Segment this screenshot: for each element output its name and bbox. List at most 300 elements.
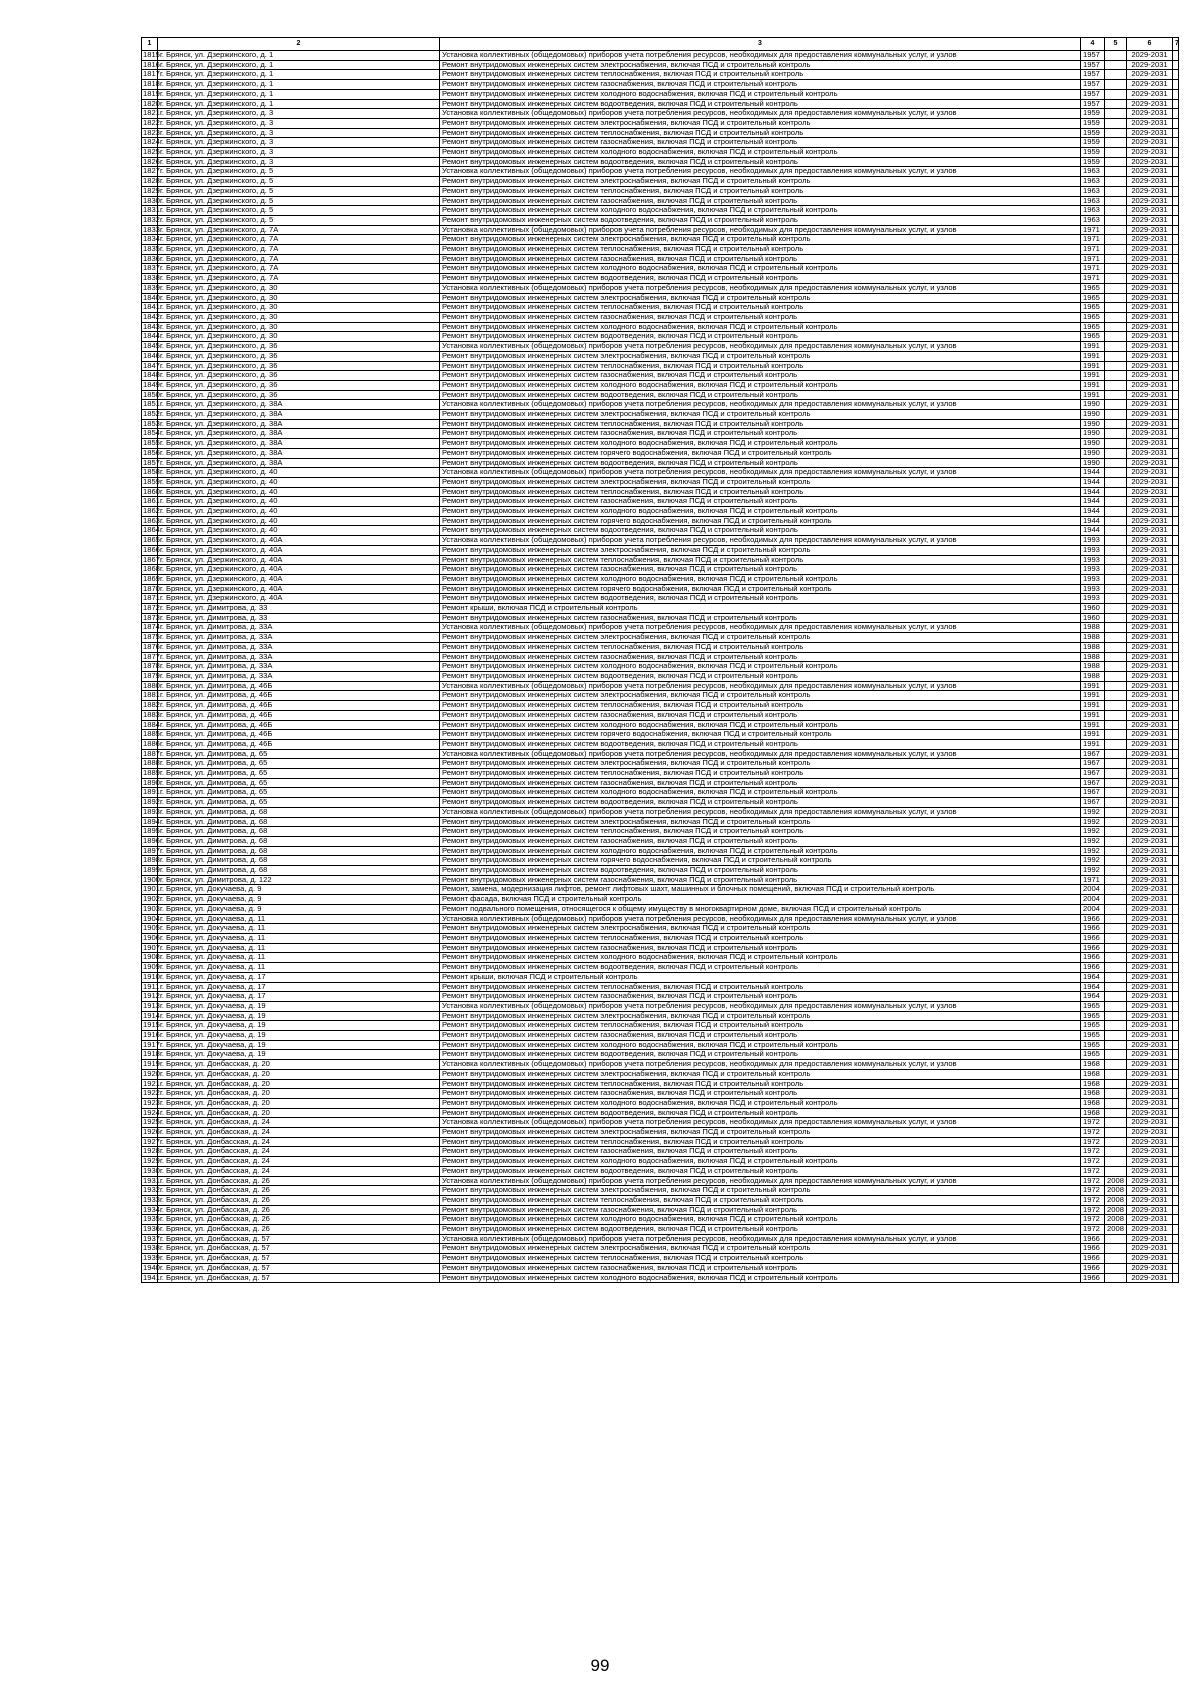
table-row bbox=[142, 342, 1179, 352]
work-type-cell: Ремонт внутридомовых инженерных систем холодного водоснабжения, включая ПСД и строительный контроль bbox=[440, 1215, 1081, 1225]
row-number-cell: 1920 bbox=[143, 1068, 160, 1078]
planned-period-cell: 2029-2031 bbox=[1127, 332, 1173, 342]
planned-period-cell: 2029-2031 bbox=[1127, 497, 1173, 507]
row-number-cell: 1892 bbox=[143, 797, 160, 807]
table-row bbox=[142, 312, 1179, 322]
empty-cell bbox=[1173, 623, 1179, 633]
address-cell: г. Брянск, ул. Дзержинского, д. 36 bbox=[158, 351, 440, 361]
last-repair-year-cell bbox=[1105, 953, 1127, 963]
row-number-cell: 1902 bbox=[143, 894, 160, 904]
address-cell: г. Брянск, ул. Докучаева, д. 19 bbox=[158, 1031, 440, 1041]
row-number-cell: 1847 bbox=[143, 360, 160, 370]
row-number-cell: 1875 bbox=[143, 632, 160, 642]
planned-period-cell: 2029-2031 bbox=[1127, 60, 1173, 70]
last-repair-year-cell bbox=[1105, 836, 1127, 846]
work-type-cell: Ремонт внутридомовых инженерных систем горячего водоснабжения, включая ПСД и строительный контроль bbox=[440, 730, 1081, 740]
planned-period-cell: 2029-2031 bbox=[1127, 254, 1173, 264]
empty-cell bbox=[1173, 701, 1179, 711]
work-type-cell: Ремонт внутридомовых инженерных систем холодного водоснабжения, включая ПСД и строительный контроль bbox=[440, 206, 1081, 216]
build-year-cell: 1964 bbox=[1081, 992, 1105, 1002]
build-year-cell: 1966 bbox=[1081, 1263, 1105, 1273]
address-cell: г. Брянск, ул. Докучаева, д. 11 bbox=[158, 943, 440, 953]
last-repair-year-cell bbox=[1105, 1128, 1127, 1138]
last-repair-year-cell bbox=[1105, 846, 1127, 856]
empty-cell bbox=[1173, 1040, 1179, 1050]
address-cell: г. Брянск, ул. Дзержинского, д. 40 bbox=[158, 497, 440, 507]
empty-cell bbox=[1173, 380, 1179, 390]
work-type-cell: Ремонт внутридомовых инженерных систем теплоснабжения, включая ПСД и строительный контроль bbox=[440, 1079, 1081, 1089]
table-body bbox=[142, 51, 1179, 1283]
planned-period-cell: 2029-2031 bbox=[1127, 215, 1173, 225]
build-year-cell: 1991 bbox=[1081, 730, 1105, 740]
work-type-cell: Ремонт внутридомовых инженерных систем холодного водоснабжения, включая ПСД и строительный контроль bbox=[440, 264, 1081, 274]
address-cell: г. Брянск, ул. Докучаева, д. 19 bbox=[158, 1001, 440, 1011]
address-cell: г. Брянск, ул. Донбасская, д. 26 bbox=[158, 1186, 440, 1196]
work-type-cell: Ремонт внутридомовых инженерных систем теплоснабжения, включая ПСД и строительный контроль bbox=[440, 1254, 1081, 1264]
last-repair-year-cell bbox=[1105, 51, 1127, 61]
last-repair-year-cell bbox=[1105, 332, 1127, 342]
work-type-cell: Ремонт внутридомовых инженерных систем водоотведения, включая ПСД и строительный контроль bbox=[440, 99, 1081, 109]
build-year-cell: 1991 bbox=[1081, 342, 1105, 352]
empty-cell bbox=[1173, 972, 1179, 982]
row-number-cell: 1913 bbox=[143, 1000, 160, 1010]
address-cell: г. Брянск, ул. Дзержинского, д. 40А bbox=[158, 545, 440, 555]
table-row bbox=[142, 885, 1179, 895]
build-year-cell: 1966 bbox=[1081, 963, 1105, 973]
planned-period-cell: 2029-2031 bbox=[1127, 633, 1173, 643]
work-type-cell: Ремонт внутридомовых инженерных систем холодного водоснабжения, включая ПСД и строительный контроль bbox=[440, 720, 1081, 730]
work-type-cell: Ремонт внутридомовых инженерных систем холодного водоснабжения, включая ПСД и строительный контроль bbox=[440, 507, 1081, 517]
build-year-cell: 1959 bbox=[1081, 138, 1105, 148]
work-type-cell: Ремонт внутридомовых инженерных систем газоснабжения, включая ПСД и строительный контроль bbox=[440, 1089, 1081, 1099]
table-row bbox=[142, 807, 1179, 817]
work-type-cell: Ремонт внутридомовых инженерных систем газоснабжения, включая ПСД и строительный контроль bbox=[440, 613, 1081, 623]
build-year-cell: 1990 bbox=[1081, 429, 1105, 439]
planned-period-cell: 2029-2031 bbox=[1127, 177, 1173, 187]
empty-cell bbox=[1173, 225, 1179, 235]
empty-cell bbox=[1173, 497, 1179, 507]
work-type-cell: Ремонт внутридомовых инженерных систем холодного водоснабжения, включая ПСД и строительный контроль bbox=[440, 788, 1081, 798]
work-type-cell: Установка коллективных (общедомовых) приборов учета потребления ресурсов, необходимых для предоставления коммунальных услуг, и узлов bbox=[440, 342, 1081, 352]
table-row bbox=[142, 439, 1179, 449]
work-type-cell: Ремонт внутридомовых инженерных систем электроснабжения, включая ПСД и строительный контроль bbox=[440, 633, 1081, 643]
planned-period-cell: 2029-2031 bbox=[1127, 1001, 1173, 1011]
planned-period-cell: 2029-2031 bbox=[1127, 468, 1173, 478]
table-row bbox=[142, 1195, 1179, 1205]
work-type-cell: Ремонт внутридомовых инженерных систем водоотведения, включая ПСД и строительный контроль bbox=[440, 798, 1081, 808]
last-repair-year-cell bbox=[1105, 361, 1127, 371]
build-year-cell: 1944 bbox=[1081, 468, 1105, 478]
build-year-cell: 1990 bbox=[1081, 400, 1105, 410]
address-cell: г. Брянск, ул. Дзержинского, д. 40А bbox=[158, 565, 440, 575]
last-repair-year-cell bbox=[1105, 235, 1127, 245]
last-repair-year-cell bbox=[1105, 390, 1127, 400]
planned-period-cell: 2029-2031 bbox=[1127, 206, 1173, 216]
address-cell: г. Брянск, ул. Дзержинского, д. 30 bbox=[158, 332, 440, 342]
planned-period-cell: 2029-2031 bbox=[1127, 1021, 1173, 1031]
planned-period-cell: 2029-2031 bbox=[1127, 856, 1173, 866]
planned-period-cell: 2029-2031 bbox=[1127, 1118, 1173, 1128]
row-number-cell: 1907 bbox=[143, 942, 160, 952]
work-type-cell: Ремонт внутридомовых инженерных систем водоотведения, включая ПСД и строительный контроль bbox=[440, 215, 1081, 225]
empty-cell bbox=[1173, 89, 1179, 99]
last-repair-year-cell bbox=[1105, 982, 1127, 992]
planned-period-cell: 2029-2031 bbox=[1127, 371, 1173, 381]
address-cell: г. Брянск, ул. Димитрова, д. 46Б bbox=[158, 691, 440, 701]
empty-cell bbox=[1173, 177, 1179, 187]
row-number-cell: 1906 bbox=[143, 932, 160, 942]
last-repair-year-cell bbox=[1105, 924, 1127, 934]
work-type-cell: Ремонт внутридомовых инженерных систем холодного водоснабжения, включая ПСД и строительный контроль bbox=[440, 380, 1081, 390]
planned-period-cell: 2029-2031 bbox=[1127, 623, 1173, 633]
last-repair-year-cell bbox=[1105, 720, 1127, 730]
empty-cell bbox=[1173, 681, 1179, 691]
planned-period-cell: 2029-2031 bbox=[1127, 1108, 1173, 1118]
empty-cell bbox=[1173, 264, 1179, 274]
empty-cell bbox=[1173, 1089, 1179, 1099]
table-row bbox=[142, 992, 1179, 1002]
address-cell: г. Брянск, ул. Димитрова, д. 33А bbox=[158, 652, 440, 662]
table-row bbox=[142, 148, 1179, 158]
address-cell: г. Брянск, ул. Димитрова, д. 33А bbox=[158, 672, 440, 682]
address-cell: г. Брянск, ул. Димитрова, д. 46Б bbox=[158, 720, 440, 730]
address-cell: г. Брянск, ул. Димитрова, д. 33 bbox=[158, 613, 440, 623]
empty-cell bbox=[1173, 70, 1179, 80]
empty-cell bbox=[1173, 807, 1179, 817]
work-type-cell: Ремонт внутридомовых инженерных систем холодного водоснабжения, включая ПСД и строительный контроль bbox=[440, 1040, 1081, 1050]
planned-period-cell: 2029-2031 bbox=[1127, 1050, 1173, 1060]
empty-cell bbox=[1173, 526, 1179, 536]
work-type-cell: Ремонт внутридомовых инженерных систем газоснабжения, включая ПСД и строительный контроль bbox=[440, 565, 1081, 575]
last-repair-year-cell bbox=[1105, 342, 1127, 352]
address-cell: г. Брянск, ул. Дзержинского, д. 30 bbox=[158, 322, 440, 332]
row-number-cell: 1843 bbox=[143, 321, 160, 331]
row-number-cell: 1869 bbox=[143, 573, 160, 583]
planned-period-cell: 2029-2031 bbox=[1127, 662, 1173, 672]
empty-cell bbox=[1173, 953, 1179, 963]
empty-cell bbox=[1173, 283, 1179, 293]
work-type-cell: Ремонт внутридомовых инженерных систем теплоснабжения, включая ПСД и строительный контроль bbox=[440, 982, 1081, 992]
build-year-cell: 1963 bbox=[1081, 177, 1105, 187]
row-number-cell: 1914 bbox=[143, 1010, 160, 1020]
work-type-cell: Ремонт внутридомовых инженерных систем теплоснабжения, включая ПСД и строительный контроль bbox=[440, 361, 1081, 371]
last-repair-year-cell: 2008 bbox=[1105, 1205, 1127, 1215]
table-row bbox=[142, 904, 1179, 914]
build-year-cell: 1992 bbox=[1081, 817, 1105, 827]
planned-period-cell: 2029-2031 bbox=[1127, 895, 1173, 905]
row-number-cell: 1928 bbox=[143, 1146, 160, 1156]
work-type-cell: Ремонт внутридомовых инженерных систем электроснабжения, включая ПСД и строительный контроль bbox=[440, 293, 1081, 303]
work-type-cell: Ремонт внутридомовых инженерных систем теплоснабжения, включая ПСД и строительный контроль bbox=[440, 1137, 1081, 1147]
row-number-cell: 1887 bbox=[143, 748, 160, 758]
table-row bbox=[142, 1225, 1179, 1235]
planned-period-cell: 2029-2031 bbox=[1127, 458, 1173, 468]
build-year-cell: 1964 bbox=[1081, 972, 1105, 982]
build-year-cell: 1967 bbox=[1081, 788, 1105, 798]
address-cell: г. Брянск, ул. Дзержинского, д. 30 bbox=[158, 283, 440, 293]
table-row bbox=[142, 972, 1179, 982]
empty-cell bbox=[1173, 613, 1179, 623]
empty-cell bbox=[1173, 1234, 1179, 1244]
planned-period-cell: 2029-2031 bbox=[1127, 788, 1173, 798]
empty-cell bbox=[1173, 1108, 1179, 1118]
work-type-cell: Ремонт крыши, включая ПСД и строительный контроль bbox=[440, 604, 1081, 614]
planned-period-cell: 2029-2031 bbox=[1127, 652, 1173, 662]
build-year-cell: 1988 bbox=[1081, 652, 1105, 662]
last-repair-year-cell bbox=[1105, 788, 1127, 798]
build-year-cell: 1971 bbox=[1081, 235, 1105, 245]
column-header: 5 bbox=[1105, 38, 1127, 51]
table-row bbox=[142, 1128, 1179, 1138]
address-cell: г. Брянск, ул. Дзержинского, д. 38А bbox=[158, 458, 440, 468]
last-repair-year-cell bbox=[1105, 633, 1127, 643]
planned-period-cell: 2029-2031 bbox=[1127, 274, 1173, 284]
address-cell: г. Брянск, ул. Димитрова, д. 65 bbox=[158, 778, 440, 788]
empty-cell bbox=[1173, 186, 1179, 196]
row-number-cell: 1845 bbox=[143, 341, 160, 351]
address-cell: г. Брянск, ул. Докучаева, д. 19 bbox=[158, 1021, 440, 1031]
last-repair-year-cell bbox=[1105, 215, 1127, 225]
last-repair-year-cell bbox=[1105, 875, 1127, 885]
planned-period-cell: 2029-2031 bbox=[1127, 555, 1173, 565]
planned-period-cell: 2029-2031 bbox=[1127, 118, 1173, 128]
planned-period-cell: 2029-2031 bbox=[1127, 245, 1173, 255]
empty-cell bbox=[1173, 730, 1179, 740]
table-row bbox=[142, 827, 1179, 837]
build-year-cell: 1966 bbox=[1081, 933, 1105, 943]
planned-period-cell: 2029-2031 bbox=[1127, 128, 1173, 138]
last-repair-year-cell bbox=[1105, 80, 1127, 90]
empty-cell bbox=[1173, 342, 1179, 352]
last-repair-year-cell bbox=[1105, 109, 1127, 119]
empty-cell bbox=[1173, 1001, 1179, 1011]
last-repair-year-cell bbox=[1105, 1011, 1127, 1021]
planned-period-cell: 2029-2031 bbox=[1127, 536, 1173, 546]
build-year-cell: 1966 bbox=[1081, 914, 1105, 924]
last-repair-year-cell bbox=[1105, 681, 1127, 691]
empty-cell bbox=[1173, 642, 1179, 652]
last-repair-year-cell bbox=[1105, 1069, 1127, 1079]
address-cell: г. Брянск, ул. Дзержинского, д. 40А bbox=[158, 574, 440, 584]
last-repair-year-cell bbox=[1105, 545, 1127, 555]
row-number-cell: 1903 bbox=[143, 903, 160, 913]
table-row bbox=[142, 283, 1179, 293]
build-year-cell: 1960 bbox=[1081, 613, 1105, 623]
last-repair-year-cell bbox=[1105, 885, 1127, 895]
column-header: 4 bbox=[1081, 38, 1105, 51]
build-year-cell: 1960 bbox=[1081, 604, 1105, 614]
row-number-cell: 1837 bbox=[143, 263, 160, 273]
work-type-cell: Установка коллективных (общедомовых) приборов учета потребления ресурсов, необходимых для предоставления коммунальных услуг, и узлов bbox=[440, 167, 1081, 177]
address-cell: г. Брянск, ул. Димитрова, д. 33 bbox=[158, 604, 440, 614]
last-repair-year-cell bbox=[1105, 128, 1127, 138]
work-type-cell: Установка коллективных (общедомовых) приборов учета потребления ресурсов, необходимых для предоставления коммунальных услуг, и узлов bbox=[440, 681, 1081, 691]
table-row bbox=[142, 1060, 1179, 1070]
empty-cell bbox=[1173, 788, 1179, 798]
row-number-cell: 1855 bbox=[143, 438, 160, 448]
address-cell: г. Брянск, ул. Донбасская, д. 26 bbox=[158, 1205, 440, 1215]
planned-period-cell: 2029-2031 bbox=[1127, 846, 1173, 856]
empty-cell bbox=[1173, 128, 1179, 138]
address-cell: г. Брянск, ул. Донбасская, д. 26 bbox=[158, 1176, 440, 1186]
empty-cell bbox=[1173, 924, 1179, 934]
address-cell: г. Брянск, ул. Димитрова, д. 65 bbox=[158, 788, 440, 798]
empty-cell bbox=[1173, 303, 1179, 313]
row-number-cell: 1911 bbox=[143, 981, 160, 991]
build-year-cell: 1968 bbox=[1081, 1098, 1105, 1108]
build-year-cell: 1959 bbox=[1081, 157, 1105, 167]
address-cell: г. Брянск, ул. Дзержинского, д. 36 bbox=[158, 361, 440, 371]
address-cell: г. Брянск, ул. Дзержинского, д. 40 bbox=[158, 468, 440, 478]
row-number-cell: 1819 bbox=[143, 88, 160, 98]
empty-cell bbox=[1173, 1098, 1179, 1108]
row-number-cell: 1851 bbox=[143, 399, 160, 409]
row-number-cell: 1841 bbox=[143, 302, 160, 312]
planned-period-cell: 2029-2031 bbox=[1127, 1215, 1173, 1225]
address-cell: г. Брянск, ул. Дзержинского, д. 3 bbox=[158, 138, 440, 148]
last-repair-year-cell bbox=[1105, 943, 1127, 953]
empty-cell bbox=[1173, 1176, 1179, 1186]
row-number-cell: 1926 bbox=[143, 1127, 160, 1137]
build-year-cell: 1965 bbox=[1081, 312, 1105, 322]
work-type-cell: Установка коллективных (общедомовых) приборов учета потребления ресурсов, необходимых для предоставления коммунальных услуг, и узлов bbox=[440, 536, 1081, 546]
empty-cell bbox=[1173, 1069, 1179, 1079]
empty-cell bbox=[1173, 720, 1179, 730]
address-cell: г. Брянск, ул. Дзержинского, д. 36 bbox=[158, 371, 440, 381]
build-year-cell: 1991 bbox=[1081, 390, 1105, 400]
row-number-cell: 1883 bbox=[143, 709, 160, 719]
planned-period-cell: 2029-2031 bbox=[1127, 1244, 1173, 1254]
planned-period-cell: 2029-2031 bbox=[1127, 798, 1173, 808]
table-row bbox=[142, 1069, 1179, 1079]
work-type-cell: Ремонт крыши, включая ПСД и строительный контроль bbox=[440, 972, 1081, 982]
address-cell: г. Брянск, ул. Дзержинского, д. 38А bbox=[158, 410, 440, 420]
address-cell: г. Брянск, ул. Дзержинского, д. 40 bbox=[158, 526, 440, 536]
planned-period-cell: 2029-2031 bbox=[1127, 1040, 1173, 1050]
empty-cell bbox=[1173, 1166, 1179, 1176]
row-number-cell: 1832 bbox=[143, 214, 160, 224]
row-number-cell: 1854 bbox=[143, 428, 160, 438]
build-year-cell: 1971 bbox=[1081, 245, 1105, 255]
planned-period-cell: 2029-2031 bbox=[1127, 1176, 1173, 1186]
build-year-cell: 1965 bbox=[1081, 1031, 1105, 1041]
planned-period-cell: 2029-2031 bbox=[1127, 390, 1173, 400]
row-number-cell: 1916 bbox=[143, 1030, 160, 1040]
row-number-cell: 1856 bbox=[143, 447, 160, 457]
build-year-cell: 1957 bbox=[1081, 51, 1105, 61]
row-number-cell: 1835 bbox=[143, 244, 160, 254]
address-cell: г. Брянск, ул. Дзержинского, д. 3 bbox=[158, 148, 440, 158]
last-repair-year-cell bbox=[1105, 429, 1127, 439]
row-number-cell: 1930 bbox=[143, 1165, 160, 1175]
address-cell: г. Брянск, ул. Дзержинского, д. 7А bbox=[158, 235, 440, 245]
address-cell: г. Брянск, ул. Дзержинского, д. 40 bbox=[158, 516, 440, 526]
last-repair-year-cell bbox=[1105, 759, 1127, 769]
row-number-cell: 1823 bbox=[143, 127, 160, 137]
empty-cell bbox=[1173, 468, 1179, 478]
planned-period-cell: 2029-2031 bbox=[1127, 507, 1173, 517]
address-cell: г. Брянск, ул. Донбасская, д. 57 bbox=[158, 1254, 440, 1264]
work-type-cell: Установка коллективных (общедомовых) приборов учета потребления ресурсов, необходимых для предоставления коммунальных услуг, и узлов bbox=[440, 1001, 1081, 1011]
table-row bbox=[142, 739, 1179, 749]
address-cell: г. Брянск, ул. Димитрова, д. 33А bbox=[158, 633, 440, 643]
empty-cell bbox=[1173, 371, 1179, 381]
planned-period-cell: 2029-2031 bbox=[1127, 400, 1173, 410]
last-repair-year-cell bbox=[1105, 448, 1127, 458]
planned-period-cell: 2029-2031 bbox=[1127, 1098, 1173, 1108]
empty-cell bbox=[1173, 963, 1179, 973]
planned-period-cell: 2029-2031 bbox=[1127, 1254, 1173, 1264]
work-type-cell: Ремонт внутридомовых инженерных систем холодного водоснабжения, включая ПСД и строительный контроль bbox=[440, 953, 1081, 963]
address-cell: г. Брянск, ул. Докучаева, д. 11 bbox=[158, 924, 440, 934]
last-repair-year-cell bbox=[1105, 206, 1127, 216]
build-year-cell: 1972 bbox=[1081, 1147, 1105, 1157]
work-type-cell: Ремонт подвального помещения, относящегося к общему имуществу в многоквартирном доме, включая ПСД и строительный контроль bbox=[440, 904, 1081, 914]
work-type-cell: Ремонт внутридомовых инженерных систем газоснабжения, включая ПСД и строительный контроль bbox=[440, 652, 1081, 662]
build-year-cell: 1965 bbox=[1081, 332, 1105, 342]
last-repair-year-cell bbox=[1105, 1273, 1127, 1283]
build-year-cell: 1957 bbox=[1081, 89, 1105, 99]
address-cell: г. Брянск, ул. Димитрова, д. 65 bbox=[158, 759, 440, 769]
last-repair-year-cell bbox=[1105, 565, 1127, 575]
table-row bbox=[142, 1186, 1179, 1196]
row-number-cell: 1934 bbox=[143, 1204, 160, 1214]
build-year-cell: 1966 bbox=[1081, 1254, 1105, 1264]
table-row bbox=[142, 933, 1179, 943]
address-cell: г. Брянск, ул. Докучаева, д. 17 bbox=[158, 982, 440, 992]
build-year-cell: 1965 bbox=[1081, 1021, 1105, 1031]
row-number-cell: 1940 bbox=[143, 1262, 160, 1272]
last-repair-year-cell bbox=[1105, 701, 1127, 711]
last-repair-year-cell bbox=[1105, 477, 1127, 487]
row-number-cell: 1899 bbox=[143, 865, 160, 875]
build-year-cell: 1959 bbox=[1081, 148, 1105, 158]
row-number-cell: 1901 bbox=[143, 884, 160, 894]
column-header: 2 bbox=[158, 38, 440, 51]
planned-period-cell: 2029-2031 bbox=[1127, 1166, 1173, 1176]
work-type-cell: Ремонт внутридомовых инженерных систем газоснабжения, включая ПСД и строительный контроль bbox=[440, 254, 1081, 264]
address-cell: г. Брянск, ул. Димитрова, д. 33А bbox=[158, 642, 440, 652]
planned-period-cell: 2029-2031 bbox=[1127, 351, 1173, 361]
empty-cell bbox=[1173, 167, 1179, 177]
last-repair-year-cell bbox=[1105, 769, 1127, 779]
work-type-cell: Ремонт внутридомовых инженерных систем электроснабжения, включая ПСД и строительный контроль bbox=[440, 759, 1081, 769]
table-row bbox=[142, 1254, 1179, 1264]
empty-cell bbox=[1173, 293, 1179, 303]
planned-period-cell: 2029-2031 bbox=[1127, 322, 1173, 332]
row-number-cell: 1890 bbox=[143, 777, 160, 787]
empty-cell bbox=[1173, 351, 1179, 361]
empty-cell bbox=[1173, 584, 1179, 594]
address-cell: г. Брянск, ул. Димитрова, д. 33А bbox=[158, 623, 440, 633]
planned-period-cell: 2029-2031 bbox=[1127, 720, 1173, 730]
planned-period-cell: 2029-2031 bbox=[1127, 1273, 1173, 1283]
build-year-cell: 1972 bbox=[1081, 1176, 1105, 1186]
last-repair-year-cell bbox=[1105, 536, 1127, 546]
last-repair-year-cell bbox=[1105, 1166, 1127, 1176]
address-cell: г. Брянск, ул. Дзержинского, д. 36 bbox=[158, 380, 440, 390]
work-type-cell: Ремонт внутридомовых инженерных систем водоотведения, включая ПСД и строительный контроль bbox=[440, 672, 1081, 682]
row-number-cell: 1921 bbox=[143, 1078, 160, 1088]
planned-period-cell: 2029-2031 bbox=[1127, 1225, 1173, 1235]
address-cell: г. Брянск, ул. Дзержинского, д. 3 bbox=[158, 109, 440, 119]
build-year-cell: 1966 bbox=[1081, 924, 1105, 934]
address-cell: г. Брянск, ул. Дзержинского, д. 30 bbox=[158, 303, 440, 313]
last-repair-year-cell bbox=[1105, 293, 1127, 303]
last-repair-year-cell bbox=[1105, 613, 1127, 623]
last-repair-year-cell bbox=[1105, 516, 1127, 526]
empty-cell bbox=[1173, 274, 1179, 284]
